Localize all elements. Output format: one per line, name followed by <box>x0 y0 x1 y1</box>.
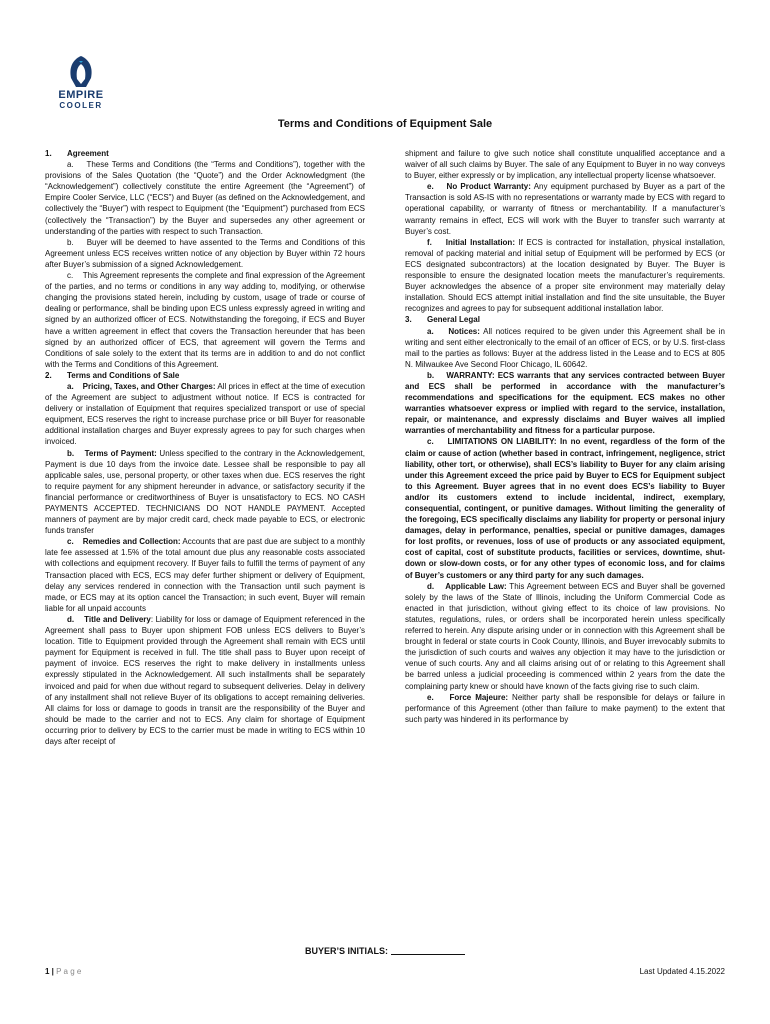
right-column <box>405 148 725 725</box>
section-heading: 1. Agreement <box>45 149 109 158</box>
section-heading: 3. General Legal <box>405 315 480 325</box>
page-number: 1 | P a g e <box>45 967 82 976</box>
clause-2d: d. Title and Delivery: Liability for loss or damage of Equipment referenced in the Agreement shall pass to Buyer upon shipment FOB unless ECS delivers to Buyer’s location. Title to Equipment provided through the Agreement shall remain with ECS until payment for Equipment is received in full. The title shall pass to Buyer upon receipt of payment of invoice. ECS reserves the right to make delivery in installments unless expressly stipulated in the Acknowledgement. All such installments shall be separately invoiced and paid for when due without regard to subsequent deliveries. Delay in delivery of any installment shall not relieve Buyer of its obligations to accept remaining deliveries. All claims for loss or damage to goods in transit are the responsibility of the Buyer and should be made to the carrier and not to ECS. Any claim for shortage of Equipment occurring prior to delivery by ECS to the carrier must be made in writing to ECS within 10 days after receipt of <box>45 614 365 746</box>
clause-2b: b. Terms of Payment: Unless specified to the contrary in the Acknowledgement, Payment is due 10 days from the invoice date. Lessee shall be responsible to pay all applicable sales, use, personal property, or other taxes when due. ECS reserves the right to require payment for any shipment hereunder in advance, or satisfactory security if the financial performance or creditworthiness of Buyer is unsatisfactory to ECS. NO CASH PAYMENTS ACCEPTED. TECHNICIANS DO NOT HANDLE PAYMENT. Accepted manners of payment are by major credit card, check made payable to ECS, or electronic funds transfer <box>45 448 365 536</box>
buyer-initials-field[interactable] <box>391 945 465 955</box>
buyer-initials-label: BUYER’S INITIALS: <box>304 946 388 956</box>
empire-cooler-logo <box>46 54 116 112</box>
clause-1b: b. Buyer will be deemed to have assented to the Terms and Conditions of this Agreement unless ECS receives written notice of any objection by Buyer within 72 hours after Buyer’s submission of a signed Acknowledgement. <box>45 237 365 269</box>
clause-3b-warranty: b. WARRANTY: ECS warrants that any services contracted between Buyer and ECS shall be performed in accordance with the manufacturer’s recommendations and specifications for the equipment. ECS makes no other warranties whatsoever express or implied with regard to the service, installation, repair, or maintenance, and expressly disclaims and Buyer waives all implied warranties of merchantability and fitness for a particular purpose. <box>405 370 725 436</box>
section-heading: 2. Terms and Conditions of Sale <box>45 370 180 380</box>
penguin-icon <box>64 54 98 90</box>
clause-2c: c. Remedies and Collection: Accounts that are past due are subject to a monthly late fee assessed at 1.5% of the total amount due plus any reasonable costs associated with collections and equipment recovery. If Buyer fails to fulfill the terms of payment of any Transaction placed with ECS, ECS may defer further shipment or delivery of Equipment, delay any services rendered in connection with the Transaction until such payment is made, or ECS may at its option cancel the Transaction; in such event, Buyer will remain liable for all unpaid accounts <box>45 537 366 613</box>
clause-3c-liability: c. LIMITATIONS ON LIABILITY: In no event, regardless of the form of the claim or cause of action (whether based in contract, infringement, negligence, strict liability, other tort, or otherwise), shall ECS’s liability to Buyer for any claim arising under this Agreement exceed the price paid by Buyer to ECS for Equipment subject to this Agreement. Buyer agrees that in no event does ECS’s liability to Buyer and/or its customers extend to include incidental, indirect, exemplary, consequential, contingent, or punitive damages. Without limiting the generality of the foregoing, ECS specifically disclaims any liability for property or personal injury damages, delay in performance, penalties, special or punitive damages, damages for lost profits, or revenues, loss of use of products or any associated equipment, cost of capital, cost of substitute products, facilities or services, downtime, shut-down or slow-down costs, or for any other types of economic loss, and for claims of Buyer’s customers or any third party for any such damages. <box>405 437 725 580</box>
clause-1c: c. This Agreement represents the complete and final expression of the Agreement of the parties, and no terms or conditions in any way adding to, modifying, or otherwise changing the provisions stated herein, including by custom, usage of trade or course of dealing or performance, shall be binding upon ECS unless expressly agreed in writing and signed by an authorized officer of ECS. Notwithstanding the foregoing, if ECS and Buyer have a written agreement in effect that covers the Transaction hereunder that has been signed by an authorized officer of ECS, that agreement will govern the Terms and Conditions of sale solely to the extent that its terms are in addition to and do not conflict with the Terms and Conditions of this Agreement. <box>45 271 365 369</box>
last-updated: Last Updated 4.15.2022 <box>639 967 725 976</box>
clause-3e: e. Force Majeure: Neither party shall be responsible for delays or failure in performance of this Agreement (other than failure to make payment) to the extent that such party was hindered in its performance by <box>405 692 726 724</box>
logo-submark: COOLER <box>59 101 103 110</box>
clause-2e: e. No Product Warranty: Any equipment purchased by Buyer as a part of the Transaction is sold AS-IS with no representations or warranty made by ECS with regard to operational capability, or warranty of fitness or merchantability. If a manufacturer’s warranty remains in effect, ECS will work with the Buyer to transfer such warranty at Buyer’s cost. <box>405 182 725 236</box>
clause-2f: f. Initial Installation: If ECS is contracted for installation, physical installation, removal of packing material and initial setup of Equipment will be performed by ECS (or ECS designated subcontractors) at the location designated by Buyer. The Buyer is responsible to ensure the designated location meets the manufacturer’s requirements. Buyer acknowledges the absence of a proper site environment may materially delay installation. Should ECS attempt initial installation and find the site unsuitable, the Buyer recognizes and agrees to pay for subsequent additional installation labor. <box>405 237 726 314</box>
clause-2d-continued: shipment and failure to give such notice shall constitute unqualified acceptance and a waiver of all such claims by Buyer. The sale of any Equipment to Buyer in no way conveys to Buyer, either expressly or by implication, any intellectual property license whatsoever. <box>405 149 725 181</box>
clause-3a: a. Notices: All notices required to be given under this Agreement shall be in writing and sent either electronically to the email of an officer of ECS, or by U.S. first-class mail to the parties as follows: Buyer at the address listed in the Lease and to ECS at 805 N. Milwaukee Ave Second Floor Chicago, IL 60642. <box>405 326 725 369</box>
left-column <box>45 148 365 747</box>
clause-2a: a. Pricing, Taxes, and Other Charges: All prices in effect at the time of execution of the Agreement are subject to adjustment without notice. If ECS is contracted for delivery or installation of Equipment that requires specialized transport or use of special equipment, ECS reserves the right to increase purchase price or bill Buyer for reasonable additional installation charges and Buyer expressly agrees to pay for such charges when invoiced. <box>45 381 366 447</box>
logo-wordmark: EMPIRE <box>58 89 104 101</box>
document-title: Terms and Conditions of Equipment Sale <box>277 118 493 130</box>
buyer-initials <box>0 945 770 956</box>
clause-3d: d. Applicable Law: This Agreement between ECS and Buyer shall be governed solely by the laws of the State of Illinois, including the Uniform Commercial Code as enacted in that jurisdiction, without giving effect to its choice of law provisions. No statutes, regulations, rules, or orders shall be incorporated herein unless specifically referred to herein. Any dispute arising under or in connection with this Agreement shall be brought in federal or state courts in Cook County, Illinois, and Buyer irrevocably submits to the jurisdiction of such courts and waives any objection it may have to the jurisdiction or venue of such courts. Any and all claims arising out of or relating to this Agreement shall be barred unless a judicial proceeding is commenced within 2 years from the date the complaining party knew or should have known of the facts giving rise to such claim. <box>405 581 725 691</box>
clause-1a: a. These Terms and Conditions (the “Terms and Conditions”), together with the provisions of the Sales Quotation (the “Quote”) and the Order Acknowledgment (the “Acknowledgement”) collectively constitute the entire Agreement (the “Agreement”) of Empire Cooler Service, LLC (“ECS”) and Buyer (as defined on the Acknowledgement, and collectively the “Buyer”) with respect to Equipment (the “Equipment”) purchased from ECS (collectively the “Transaction”) by the Buyer and supersedes any other agreement or understanding of the parties with respect to such Transaction. <box>45 160 365 236</box>
